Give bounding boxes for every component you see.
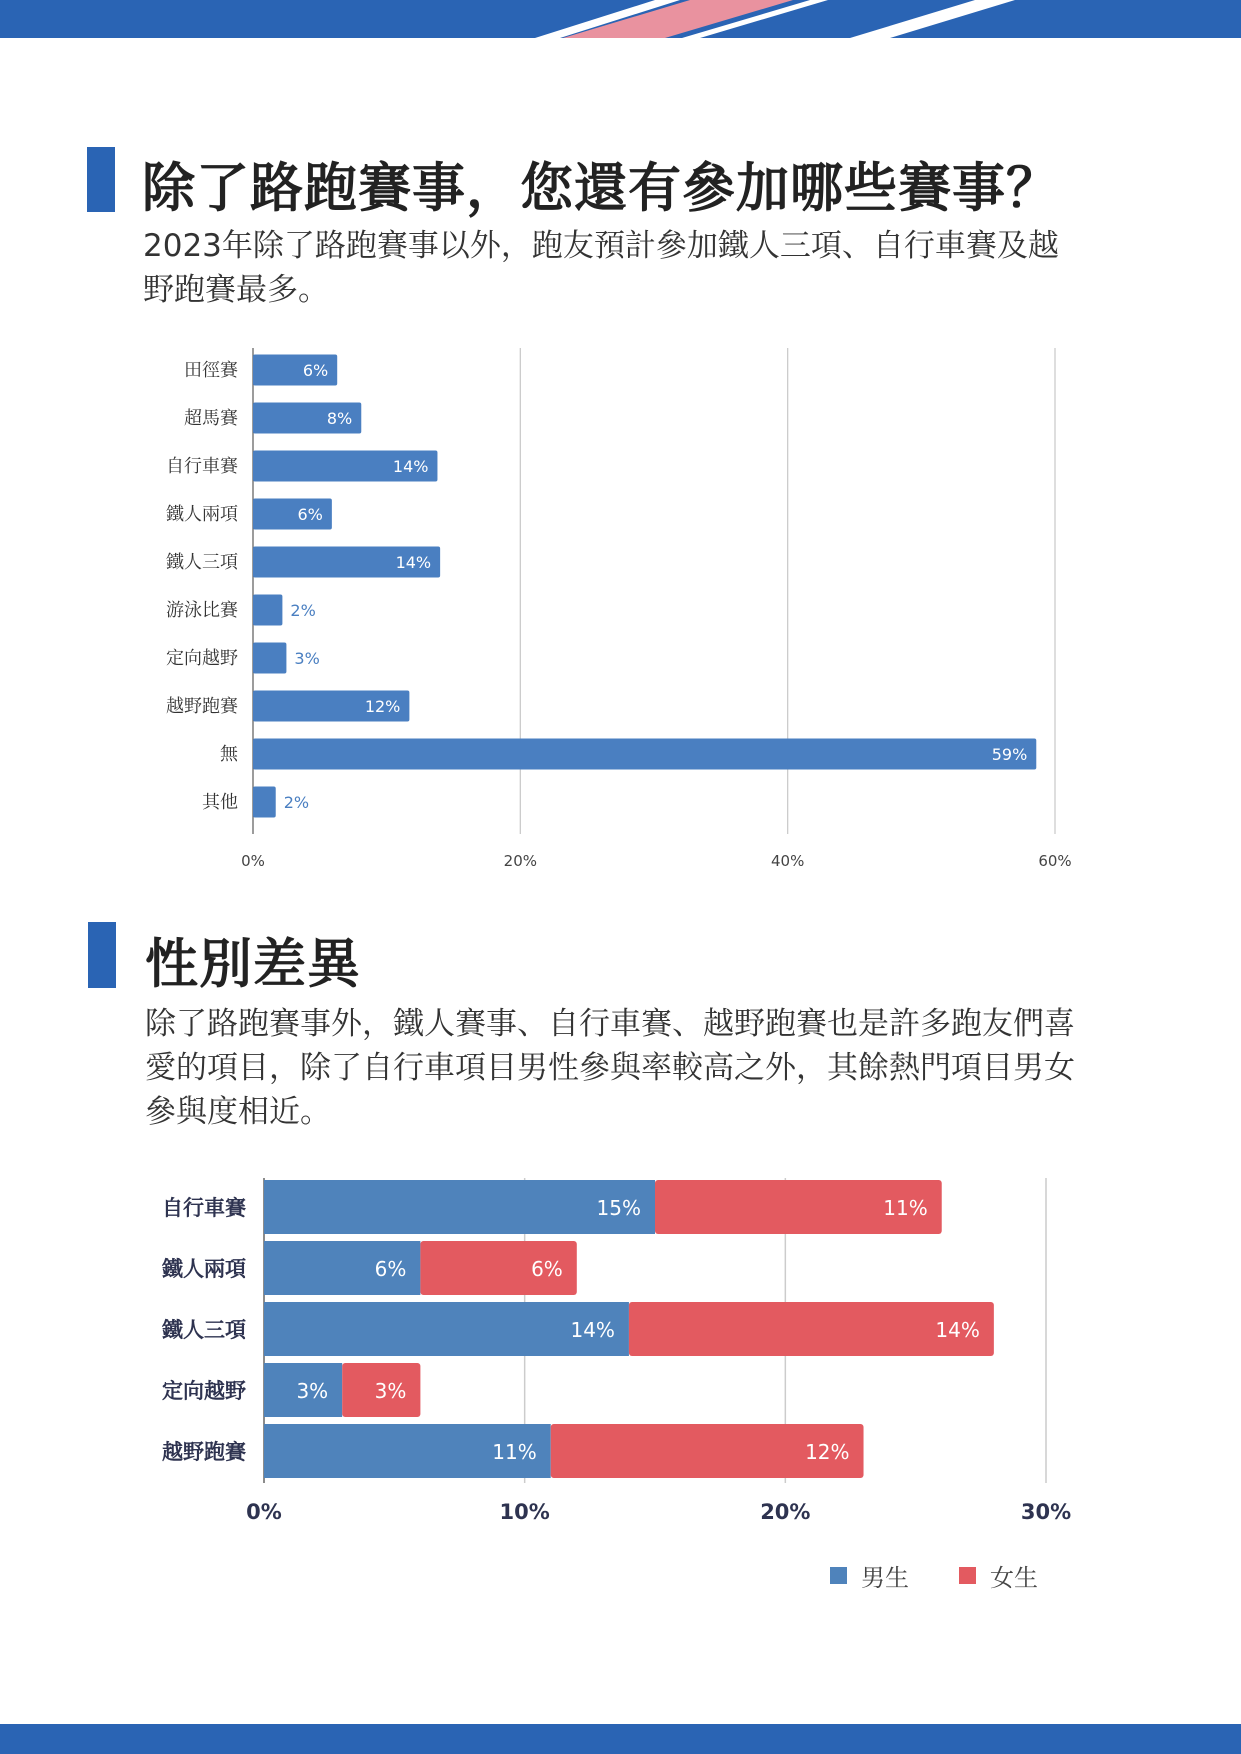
bar-value-label: 14% [395, 553, 432, 572]
category-label: 鐵人兩項 [166, 504, 238, 525]
section2-accent-bar [88, 922, 116, 988]
legend-item-male [830, 1558, 909, 1593]
segment-value-label: 11% [492, 1440, 537, 1464]
section2-description: 除了路跑賽事外，鐵人賽事、自行車賽、越野跑賽也是許多跑友們喜愛的項目，除了自行車項目男性參與率較高之外，其餘熱門項目男女參與度相近。 [145, 1006, 1075, 1130]
segment-value-label: 3% [296, 1379, 329, 1403]
segment-value-label: 11% [883, 1196, 928, 1220]
category-label: 定向越野 [166, 648, 238, 669]
segment-value-label: 15% [596, 1196, 641, 1220]
category-label: 游泳比賽 [166, 600, 238, 621]
x-tick-label: 0% [241, 852, 265, 870]
category-label: 鐵人兩項 [162, 1257, 246, 1281]
overall-events-chart [0, 330, 1241, 870]
legend-label-female: 女生 [990, 1564, 1038, 1592]
category-label: 田徑賽 [184, 360, 238, 381]
bar-value-label: 3% [294, 649, 320, 668]
x-tick-label: 20% [760, 1500, 811, 1520]
section1-accent-bar [87, 147, 115, 212]
bar-value-label: 2% [290, 601, 316, 620]
legend-label-male: 男生 [861, 1564, 909, 1592]
category-label: 越野跑賽 [166, 696, 238, 717]
category-label: 鐵人三項 [166, 552, 238, 573]
bar [253, 643, 286, 674]
legend-swatch-male [830, 1567, 847, 1584]
segment-value-label: 14% [935, 1318, 980, 1342]
segment-value-label: 6% [531, 1257, 563, 1281]
bar-value-label: 6% [297, 505, 323, 524]
category-label: 鐵人三項 [162, 1318, 246, 1342]
x-tick-label: 30% [1020, 1500, 1072, 1520]
legend-swatch-female [959, 1567, 976, 1584]
legend-item-female [959, 1558, 1038, 1593]
x-tick-label: 20% [503, 852, 538, 870]
segment-value-label: 3% [374, 1379, 407, 1403]
section2-title: 性別差異 [145, 934, 361, 995]
footer-band [0, 1724, 1241, 1754]
x-tick-label: 0% [246, 1500, 282, 1520]
gender-difference-chart [0, 1160, 1241, 1520]
bar-value-label: 6% [302, 361, 329, 380]
x-tick-label: 40% [770, 852, 805, 870]
category-label: 自行車賽 [162, 1196, 246, 1220]
chart-legend [830, 1558, 1038, 1593]
bar [253, 739, 1036, 770]
bar-value-label: 12% [364, 697, 401, 716]
segment-value-label: 12% [805, 1440, 850, 1464]
category-label: 越野跑賽 [162, 1440, 246, 1464]
x-tick-label: 10% [499, 1500, 550, 1520]
segment-value-label: 14% [570, 1318, 615, 1342]
section1-title: 除了路跑賽事，您還有參加哪些賽事？ [142, 158, 1060, 219]
segment-value-label: 6% [374, 1257, 407, 1281]
section1-description: 2023年除了路跑賽事以外，跑友預計參加鐵人三項、自行車賽及越野跑賽最多。 [143, 228, 1059, 308]
category-label: 其他 [202, 792, 238, 813]
x-tick-label: 60% [1038, 852, 1072, 870]
header-band [0, 0, 1241, 38]
bar [253, 595, 282, 626]
category-label: 無 [220, 744, 238, 765]
category-label: 超馬賽 [184, 408, 238, 429]
bar-value-label: 2% [283, 793, 310, 812]
bar-value-label: 14% [392, 457, 429, 476]
bar [253, 787, 276, 818]
bar-value-label: 59% [991, 745, 1028, 764]
category-label: 定向越野 [162, 1379, 246, 1403]
bar-value-label: 8% [326, 409, 353, 428]
category-label: 自行車賽 [166, 456, 238, 477]
